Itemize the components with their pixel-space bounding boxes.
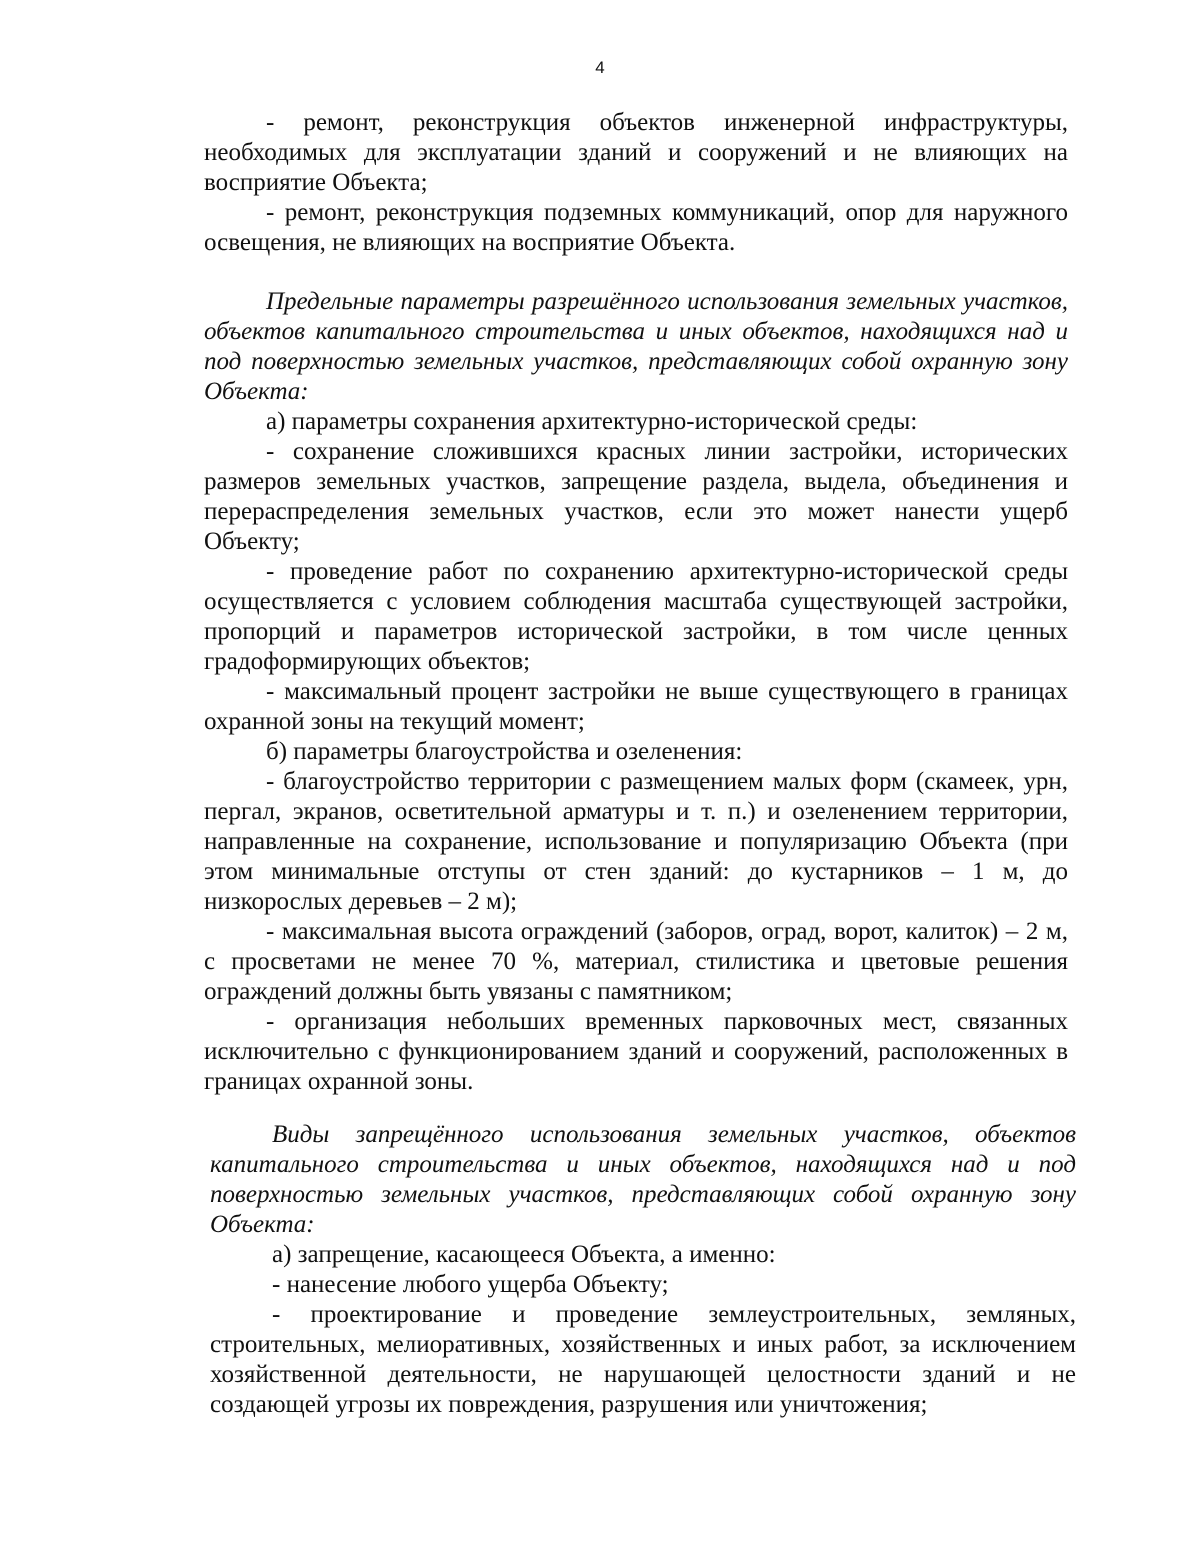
paragraph: - максимальная высота ограждений (заборов, оград, ворот, калиток) – 2 м, с просветами не менее 70 %, материал, стилистика и цветовые решения ограждений должны быть увязаны с памятником; (204, 918, 1068, 1005)
section-permitted-parameters (204, 287, 1068, 1097)
paragraph: б) параметры благоустройства и озеленения: (266, 738, 743, 765)
paragraph: - нанесение любого ущерба Объекту; (272, 1271, 669, 1298)
paragraph: - организация небольших временных парковочных мест, связанных исключительно с функционированием зданий и сооружений, расположенных в границах охранной зоны. (204, 1008, 1068, 1095)
paragraph: - ремонт, реконструкция объектов инженерной инфраструктуры, необходимых для эксплуатации зданий и сооружений и не влияющих на восприятие Объекта; (204, 109, 1068, 196)
paragraph: а) запрещение, касающееся Объекта, а именно: (272, 1241, 776, 1268)
paragraph: - проведение работ по сохранению архитектурно-исторической среды осуществляется с условием соблюдения масштаба существующей застройки, пропорций и параметров исторической застройки, в том числе ценных градоформирующих объектов; (204, 558, 1068, 675)
section-prohibited-uses (210, 1120, 1076, 1420)
paragraph: - максимальный процент застройки не выше существующего в границах охранной зоны на текущий момент; (204, 678, 1068, 735)
paragraph: - благоустройство территории с размещением малых форм (скамеек, урн, пергал, экранов, осветительной арматуры и т. п.) и озеленением территории, направленные на сохранение, использование и популяризацию Объекта (при этом минимальные отступы от стен зданий: до кустарников – 1 м, до низкорослых деревьев – 2 м); (204, 768, 1068, 915)
page-number: 4 (595, 58, 605, 77)
paragraph: - ремонт, реконструкция подземных коммуникаций, опор для наружного освещения, не влияющих на восприятие Объекта. (204, 199, 1068, 256)
paragraph: - сохранение сложившихся красных линии застройки, исторических размеров земельных участков, запрещение раздела, выдела, объединения и перераспределения земельных участков, если это может нанести ущерб Объекту; (204, 438, 1068, 555)
section-repairs (204, 108, 1068, 258)
paragraph: а) параметры сохранения архитектурно-исторической среды: (266, 408, 918, 435)
section-heading: Виды запрещённого использования земельных участков, объектов капитального строительства и иных объектов, находящихся над и под поверхностью земельных участков, представляющих собой охранную зону Объекта: (210, 1121, 1076, 1238)
section-heading: Предельные параметры разрешённого использования земельных участков, объектов капитального строительства и иных объектов, находящихся над и под поверхностью земельных участков, представляющих собой охранную зону Объекта: (204, 288, 1068, 405)
paragraph: - проектирование и проведение землеустроительных, земляных, строительных, мелиоративных, хозяйственных и иных работ, за исключением хозяйственной деятельности, не нарушающей целостности зданий и не создающей угрозы их повреждения, разрушения или уничтожения; (210, 1301, 1076, 1418)
